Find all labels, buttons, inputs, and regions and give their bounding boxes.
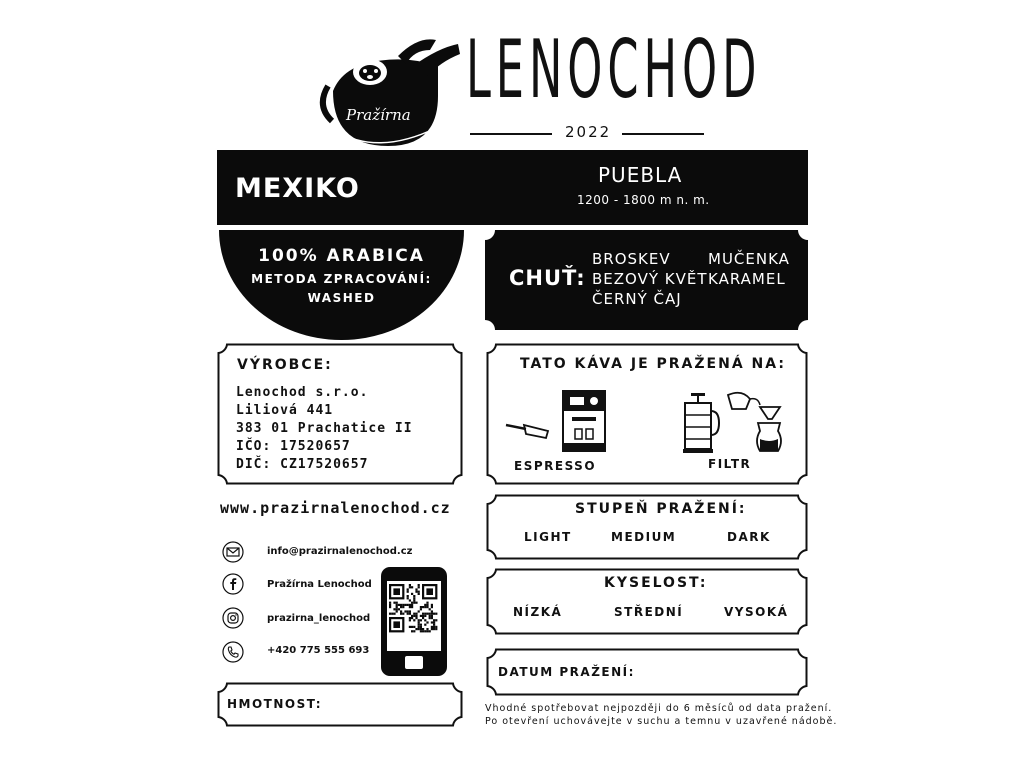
sloth-cup-logo [318,36,468,148]
roast-level-option: LIGHT [524,530,572,544]
roast-level-option: MEDIUM [611,530,677,544]
origin-country: MEXIKO [235,173,360,204]
instagram-icon [222,607,244,629]
taste-note: BEZOVÝ KVĚT [592,270,708,288]
weight-box [217,682,463,727]
taste-note: BROSKEV [592,250,671,268]
producer-line: Liliová 441 [236,403,334,418]
roast-level-heading: STUPEŇ PRAŽENÍ: [575,501,747,517]
taste-panel [485,230,808,330]
taste-note: KARAMEL [708,270,786,288]
qr-phone-icon[interactable] [380,566,448,677]
method-value: WASHED [307,291,376,305]
contact-facebook[interactable]: Pražírna Lenochod [267,579,372,590]
roast-date-box [486,648,808,696]
producer-line: Lenochod s.r.o. [236,385,369,400]
producer-heading: VÝROBCE: [237,357,333,373]
variety-text: 100% ARABICA [258,246,425,266]
weight-label: HMOTNOST: [227,697,323,711]
brand-name: LENOCHOD [466,23,762,116]
contact-email[interactable]: info@prazirnalenochod.cz [267,546,413,557]
storage-note: Po otevření uchovávejte v suchu a temnu v uzavřené nádobě. [485,716,838,727]
storage-note: Vhodné spotřebovat nejpozději do 6 měsíců od data pražení. [485,703,833,714]
year-divider-right [622,133,704,135]
producer-line: IČO: 17520657 [236,439,351,454]
french-press-icon [682,393,720,455]
process-panel [219,230,464,340]
acidity-option: STŘEDNÍ [614,605,684,619]
origin-altitude: 1200 - 1800 m n. m. [577,193,710,207]
acidity-option: VYSOKÁ [724,605,789,619]
producer-line: DIČ: CZ17520657 [236,457,369,472]
roast-for-heading: TATO KÁVA JE PRAŽENÁ NA: [520,356,786,372]
espresso-machine-icon [560,389,608,455]
mail-icon [222,541,244,563]
roast-for-box [486,343,808,485]
taste-label: CHUŤ: [509,266,586,290]
brand-year: 2022 [565,123,612,141]
phone-icon [222,641,244,663]
acidity-heading: KYSELOST: [604,575,708,591]
acidity-option: NÍZKÁ [513,605,563,619]
contact-phone[interactable]: +420 775 555 693 [267,645,370,656]
roast-level-box [486,494,808,560]
producer-box [217,343,463,485]
roast-date-label: DATUM PRAŽENÍ: [498,665,635,679]
year-divider-left [470,133,552,135]
facebook-icon [222,573,244,595]
filter-label: FILTR [708,457,752,471]
pour-over-icon [724,389,788,455]
espresso-label: ESPRESSO [514,459,597,473]
producer-line: 383 01 Prachatice II [236,421,413,436]
portafilter-icon [504,419,552,441]
origin-region: PUEBLA [598,163,683,187]
roast-level-option: DARK [727,530,771,544]
acidity-box [486,568,808,635]
taste-note: ČERNÝ ČAJ [592,290,682,308]
logo-script-text: Pražírna [346,106,411,124]
method-label: METODA ZPRACOVÁNÍ: [251,272,432,286]
contact-instagram[interactable]: prazirna_lenochod [267,613,371,624]
taste-note: MUČENKA [708,250,790,268]
website-link[interactable]: www.prazirnalenochod.cz [220,499,451,517]
